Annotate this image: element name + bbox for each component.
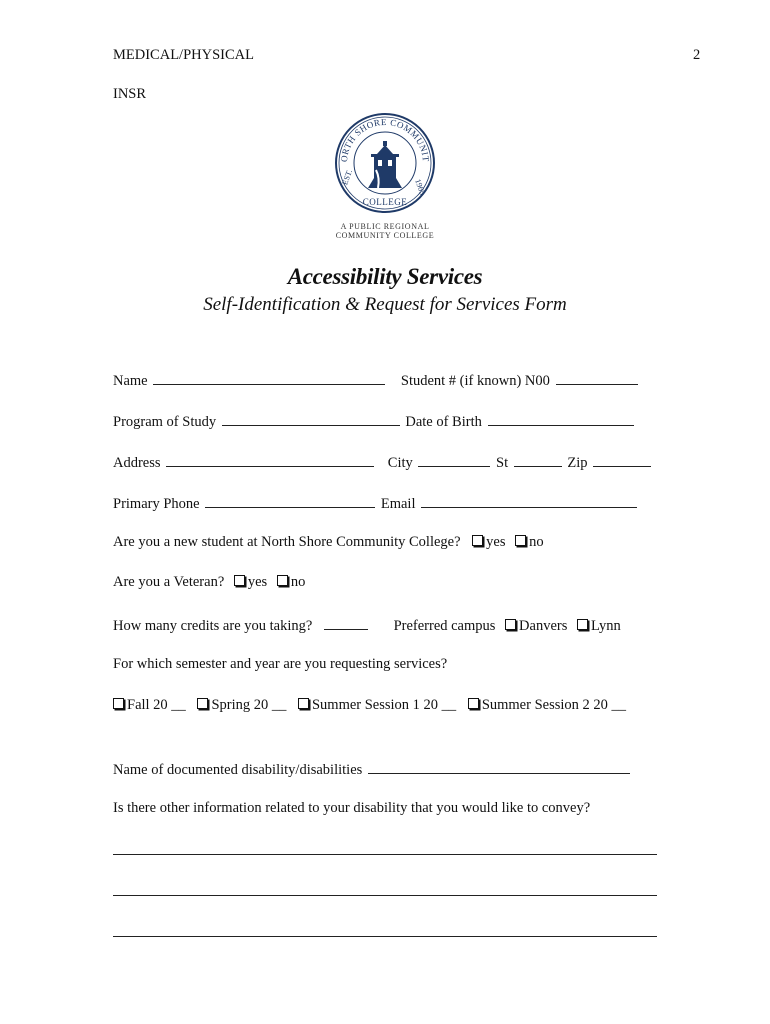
state-field[interactable] [514,452,562,467]
new-student-yes-checkbox[interactable] [472,535,483,546]
svg-text:COLLEGE: COLLEGE [362,197,408,207]
logo-tagline-2: COMMUNITY COLLEGE [335,231,435,240]
program-field[interactable] [222,411,400,426]
svg-text:NORTH SHORE COMMUNITY: ORTH SHORE COMMUNIT [338,116,432,163]
city-label: City [387,455,413,471]
new-student-no-label: no [529,534,544,550]
other-info-line-2[interactable] [113,895,657,896]
new-student-question: Are you a new student at North Shore Community College? [113,534,461,550]
credits-question: How many credits are you taking? [113,618,313,634]
veteran-no-label: no [290,574,306,590]
name-label: Name [113,373,148,389]
page-number: 2 [693,47,701,63]
fall-checkbox[interactable] [113,698,124,709]
svg-text:1965: 1965 [413,177,428,197]
address-label: Address [113,455,161,471]
logo-tagline-1: A PUBLIC REGIONAL [340,222,430,231]
program-label: Program of Study [113,414,217,430]
lynn-label: Lynn [591,618,621,634]
new-student-yes-label: yes [486,534,506,550]
summer1-checkbox[interactable] [298,698,309,709]
veteran-question: Are you a Veteran? [113,574,225,590]
danvers-label: Danvers [519,618,568,634]
summer2-label: Summer Session 2 20 __ [481,697,627,713]
lynn-checkbox[interactable] [577,619,588,630]
zip-label: Zip [567,455,588,471]
email-field[interactable] [421,493,637,508]
summer1-label: Summer Session 1 20 __ [311,697,457,713]
dob-label: Date of Birth [405,414,482,430]
danvers-checkbox[interactable] [505,619,516,630]
credits-campus-row [113,615,621,635]
summer2-checkbox[interactable] [468,698,479,709]
form-subtitle: Self-Identification & Request for Services Form [203,294,567,315]
new-student-no-checkbox[interactable] [515,535,526,546]
spring-checkbox[interactable] [197,698,208,709]
semester-options-row [113,697,626,717]
city-field[interactable] [418,452,490,467]
student-number-label: Student # (if known) N00 [400,373,550,389]
campus-label: Preferred campus [393,618,496,634]
other-info-question: Is there other information related to your disability that you would like to convey? [113,800,591,816]
other-info-line-3[interactable] [113,936,657,937]
other-info-line-1[interactable] [113,854,657,855]
phone-label: Primary Phone [113,496,200,512]
zip-field[interactable] [593,452,651,467]
address-field[interactable] [166,452,374,467]
svg-text:EST.: EST. [340,168,355,187]
disability-label: Name of documented disability/disabilities [113,762,363,778]
student-number-field[interactable] [556,370,638,385]
college-seal-logo [334,112,436,214]
veteran-yes-checkbox[interactable] [234,575,245,586]
phone-field[interactable] [205,493,375,508]
veteran-yes-label: yes [247,574,268,590]
address-row [113,452,653,472]
running-header: MEDICAL/PHYSICAL [113,47,254,63]
new-student-row [113,534,544,554]
spring-label: Spring 20 __ [211,697,287,713]
veteran-no-checkbox[interactable] [277,575,288,586]
disability-field[interactable] [368,759,630,774]
name-row [113,370,640,390]
semester-question: For which semester and year are you requesting services? [113,656,448,672]
credits-field[interactable] [324,615,368,630]
disability-row [113,759,632,779]
veteran-row [113,574,305,594]
fall-label: Fall 20 __ [127,697,186,713]
state-label: St [496,455,509,471]
form-code: INSR [113,86,147,102]
email-label: Email [380,496,416,512]
form-title: Accessibility Services [287,264,483,289]
program-row [113,411,636,431]
contact-row [113,493,639,513]
dob-field[interactable] [488,411,634,426]
name-field[interactable] [153,370,385,385]
